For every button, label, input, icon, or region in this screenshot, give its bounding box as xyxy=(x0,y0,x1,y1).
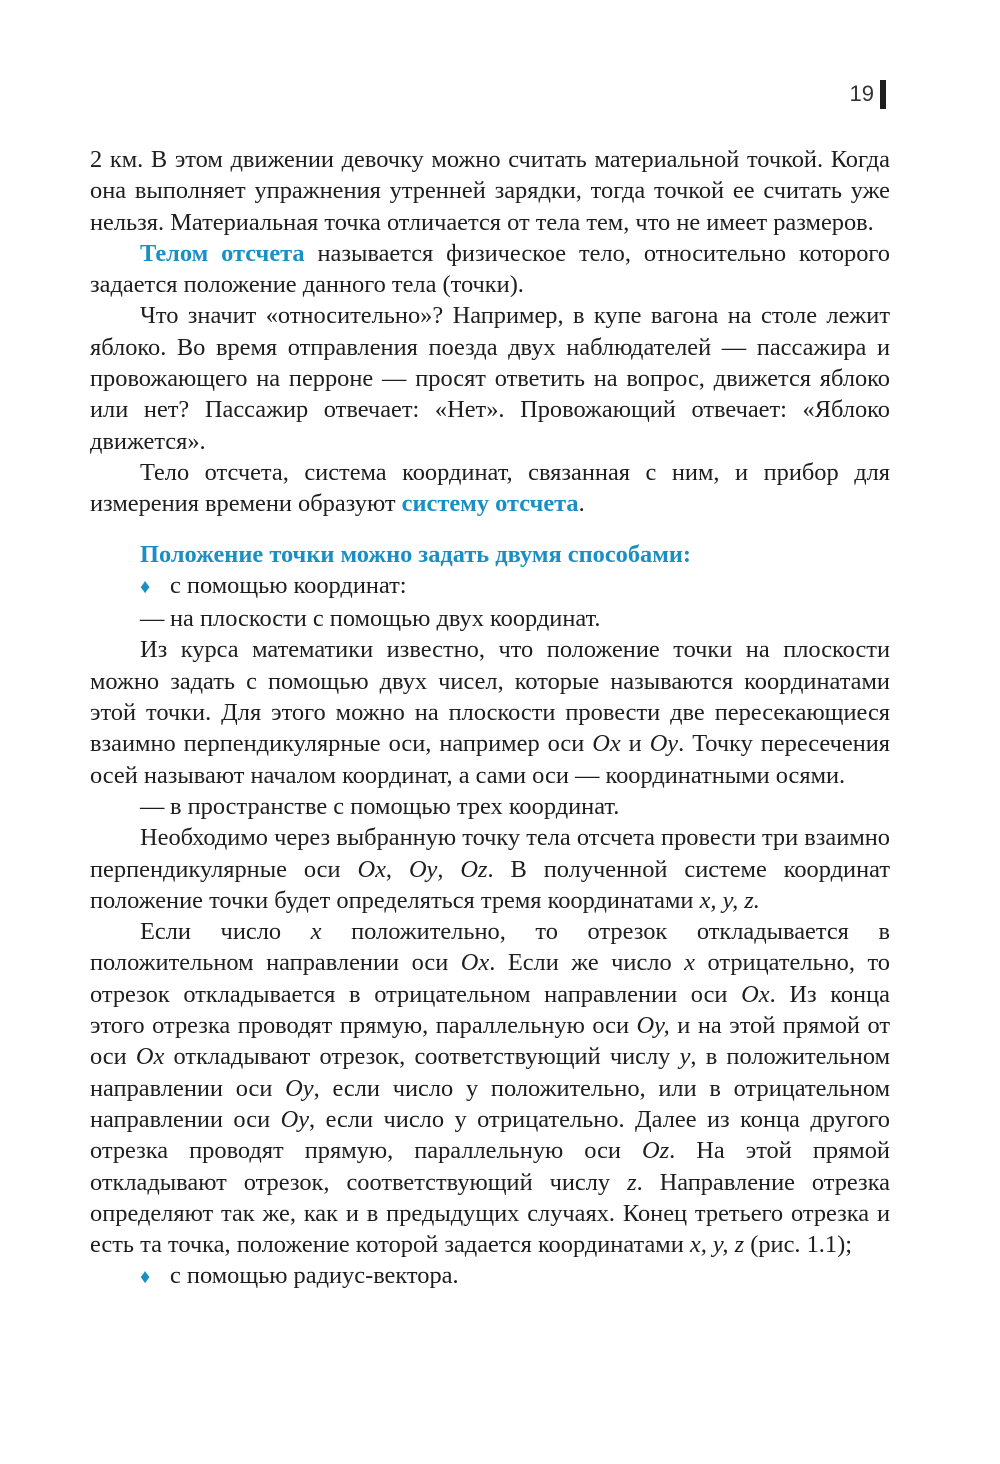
paragraph-relative: Что значит «относительно»? Например, в купе вагона на столе лежит яблоко. Во время отправления поезда двух наблюдателей — пассажира и провожающего на перроне — просят ответить на вопрос, движется яблоко или нет? Пассажир отвечает: «Нет». Провожающий отвечает: «Яблоко движется». xyxy=(90,302,890,455)
list-item-label: с помощью координат: xyxy=(170,571,407,599)
list-item-label: с помощью радиус-вектора. xyxy=(170,1262,459,1290)
paragraph-text: , xyxy=(437,855,461,883)
paragraph-text: Тело отсчета, система координат, связанная с ним, и прибор для измерения времени образуют xyxy=(90,458,890,518)
list-item-plane xyxy=(90,603,890,634)
axis-oy: Oy, xyxy=(636,1012,670,1040)
paragraph-reference-body xyxy=(90,238,890,301)
paragraph-space-coordinates xyxy=(90,822,890,916)
coordinates-xyz: x, y, z. xyxy=(699,886,760,914)
paragraph-coordinate-procedure xyxy=(90,916,890,1260)
axis-ox: Ox xyxy=(741,980,770,1008)
axis-ox: Ox xyxy=(592,730,621,758)
paragraph-text: . Направление отрезка определяют так же, как и в предыдущих случаях. Конец третьего отрезка и есть та точка, положение которой задается координатами xyxy=(90,1168,891,1259)
paragraph-text: и xyxy=(620,730,650,758)
paragraph-text: , xyxy=(385,855,409,883)
paragraph-text: . Из конца этого отрезка проводят прямую, параллельную оси xyxy=(90,980,890,1040)
dash-bullet-icon: — xyxy=(140,605,165,633)
variable-x: x xyxy=(684,949,695,977)
diamond-bullet-icon: ♦ xyxy=(140,575,151,598)
dash-bullet-icon: — xyxy=(140,792,165,820)
page-number: 19 xyxy=(849,81,874,106)
variable-z: z xyxy=(627,1168,637,1196)
list-item-radius-vector xyxy=(90,1260,890,1293)
paragraph-reference-system xyxy=(90,457,890,520)
paragraph-text: называется физическое тело, относительно которого задается положение данного тела (точки). xyxy=(90,239,890,299)
page-number-bar xyxy=(880,80,886,109)
paragraph-text: . В полученной системе координат положение точки будет определяться тремя координатами xyxy=(90,855,890,914)
paragraph-text: откладывают отрезок, соответствующий числу xyxy=(164,1043,680,1071)
variable-y: y xyxy=(679,1043,691,1071)
list-item-label: в пространстве с помощью трех координат. xyxy=(170,792,620,820)
paragraph-text: , если число у отрицательно. Далее из конца другого отрезка проводят прямую, параллельную оси xyxy=(90,1105,891,1165)
paragraph-text: положительно, то отрезок откладывается в положительном направлении оси xyxy=(90,918,890,977)
axis-oz: Oz xyxy=(460,855,488,883)
axis-oy: Oy xyxy=(649,730,679,758)
list-item-space xyxy=(90,791,890,822)
paragraph-text: Если число xyxy=(140,918,311,946)
paragraph-text: (рис. 1.1); xyxy=(744,1231,852,1259)
paragraph-text: и на этой прямой от оси xyxy=(90,1012,890,1071)
paragraph-text: , в положительном направлении оси xyxy=(90,1043,891,1102)
paragraph-text: Необходимо через выбранную точку тела отсчета провести три взаимно перпендикулярные оси xyxy=(90,824,890,883)
axis-ox: Ox xyxy=(135,1043,165,1071)
paragraph-text: , если число у положительно, или в отрицательном направлении оси xyxy=(90,1074,890,1133)
coordinates-xyz: x, y, z xyxy=(689,1231,745,1259)
axis-oy: Oy xyxy=(408,855,438,883)
paragraph-text: . На этой прямой откладывают отрезок, соответствующий числу xyxy=(90,1137,890,1196)
paragraph-text: . xyxy=(578,490,585,518)
paragraph-text: Из курса математики известно, что положение точки на плоскости можно задать с помощью двух чисел, которые называются координатами этой точки. Для этого можно на плоскости провести две пересекающиеся взаимно перпендикулярные оси, например оси xyxy=(90,636,890,758)
axis-ox: Ox xyxy=(357,855,386,883)
list-item-coordinates xyxy=(90,570,890,603)
term-reference-system: систему отсчета xyxy=(401,490,579,518)
axis-oy: Oy xyxy=(285,1074,314,1102)
axis-ox: Ox xyxy=(460,949,490,977)
axis-oy: Oy xyxy=(280,1105,310,1133)
page-body xyxy=(90,144,890,1294)
diamond-bullet-icon: ♦ xyxy=(140,1266,151,1289)
paragraph-text: . Точку пересечения осей называют началом координат, а сами оси — координатными осями. xyxy=(90,730,891,789)
variable-x: x xyxy=(310,918,322,946)
section-heading: Положение точки можно задать двумя способами: xyxy=(140,540,692,568)
paragraph-text: отрицательно, то отрезок откладывается в отрицательном направлении оси xyxy=(90,949,890,1008)
paragraph-plane-coordinates xyxy=(90,634,890,790)
term-reference-body: Телом отсчета xyxy=(140,239,305,267)
axis-oz: Oz xyxy=(642,1137,670,1165)
paragraph-material-point: 2 км. В этом движении девочку можно считать материальной точкой. Когда она выполняет упражнения утренней зарядки, тогда точкой ее считать уже нельзя. Материальная точка отличается от тела тем, что не имеет размеров. xyxy=(90,146,890,236)
paragraph-text: . Если же число xyxy=(489,949,685,977)
list-item-label: на плоскости с помощью двух координат. xyxy=(170,605,601,633)
